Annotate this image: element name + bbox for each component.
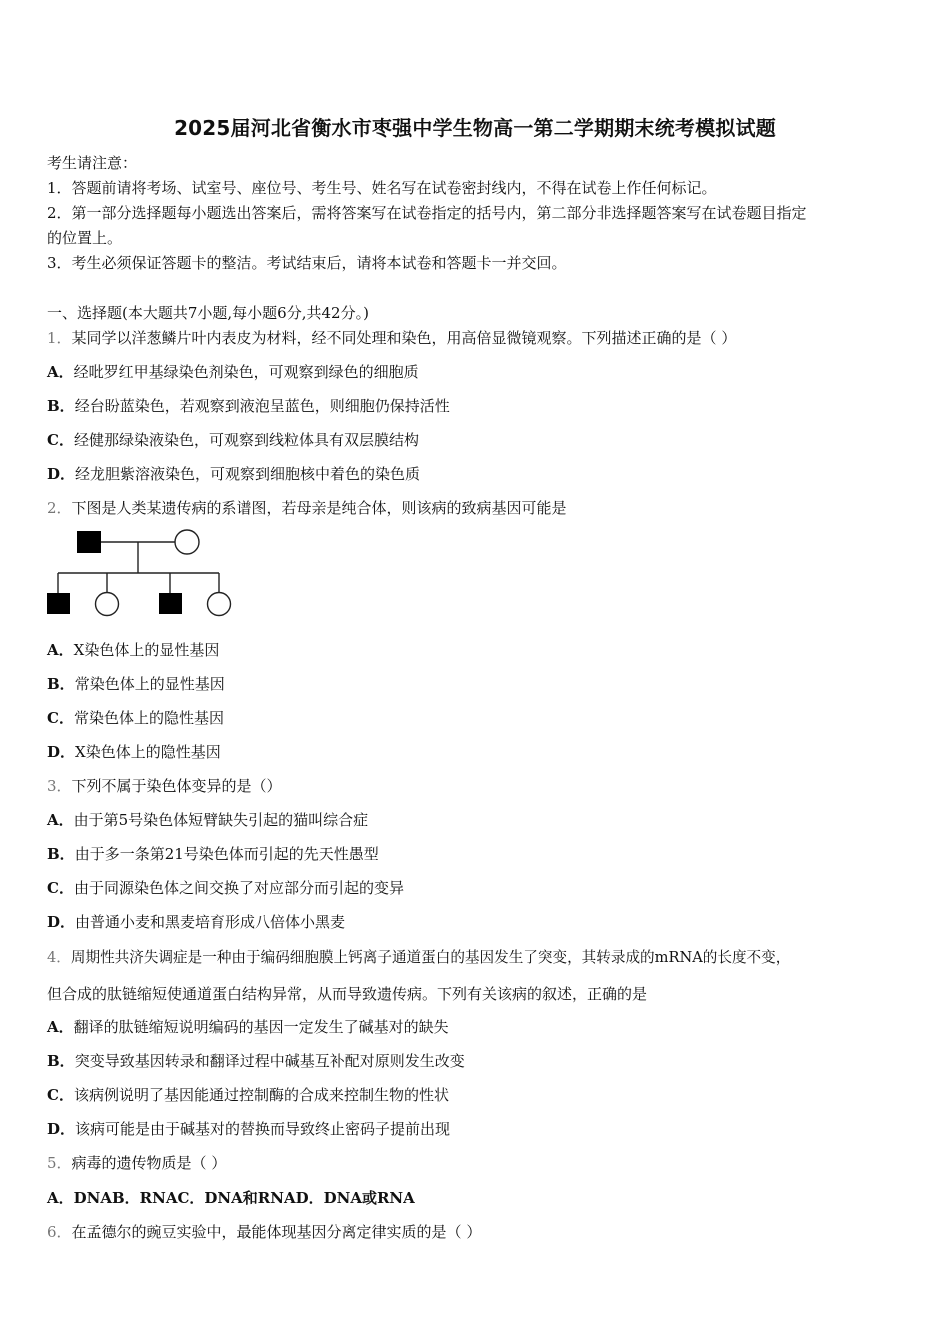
option-1c	[47, 429, 907, 450]
question-text: 某同学以洋葱鳞片叶内表皮为材料，经不同处理和染色，用高倍显微镜观察。下列描述正确的是（ ）	[71, 329, 737, 347]
affected-father	[77, 531, 101, 553]
option-text: 常染色体上的显性基因	[74, 675, 225, 693]
notice-item-1: 1．答题前请将考场、试室号、座位号、考生号、姓名写在试卷密封线内，不得在试卷上作任何标记。	[47, 179, 717, 197]
question-1	[47, 327, 907, 348]
question-4	[47, 946, 907, 967]
question-number: 2．	[47, 499, 72, 517]
option-text: 由于同源染色体之间交换了对应部分而引起的变异	[73, 879, 404, 897]
option-2c	[47, 707, 907, 728]
option-3d	[47, 911, 907, 932]
question-number: 1．	[47, 329, 72, 347]
question-4-cont: 但合成的肽链缩短使通道蛋白结构异常，从而导致遗传病。下列有关该病的叙述，正确的是	[47, 985, 648, 1003]
question-text: 周期性共济失调症是一种由于编码细胞膜上钙离子通道蛋白的基因发生了突变，其转录成的mRNA的长度不变，	[70, 949, 791, 966]
option-letter: A．	[47, 641, 74, 659]
option-letter: A．	[47, 1018, 74, 1036]
option-1a	[47, 361, 907, 382]
option-4d	[47, 1118, 907, 1139]
option-letter: A．	[47, 363, 74, 381]
option-text: 经健那绿染液染色，可观察到线粒体具有双层膜结构	[73, 431, 419, 449]
question-5	[47, 1152, 907, 1173]
option-letter: B．	[47, 675, 75, 693]
affected-son-2	[159, 593, 182, 614]
question-number: 5．	[47, 1154, 72, 1172]
option-4b	[47, 1050, 907, 1071]
option-4c	[47, 1084, 907, 1105]
option-text: 突变导致基因转录和翻译过程中碱基互补配对原则发生改变	[74, 1052, 465, 1070]
question-text: 在孟德尔的豌豆实验中，最能体现基因分离定律实质的是（ ）	[71, 1223, 482, 1241]
option-text: 由普通小麦和黑麦培育形成八倍体小黑麦	[75, 913, 346, 931]
option-text: X染色体上的显性基因	[73, 641, 220, 659]
option-letter: D．	[47, 465, 76, 483]
question-number: 6．	[47, 1223, 72, 1241]
unaffected-daughter-1	[96, 593, 119, 616]
unaffected-mother	[175, 530, 199, 554]
section-heading: 一、选择题(本大题共7小题,每小题6分,共42分。)	[47, 304, 369, 322]
question-text: 下图是人类某遗传病的系谱图，若母亲是纯合体，则该病的致病基因可能是	[71, 499, 567, 517]
option-letter: B．	[47, 845, 75, 863]
option-letter: C．	[47, 431, 74, 449]
option-text: 由于多一条第21号染色体而引起的先天性愚型	[74, 845, 379, 863]
option-letter: C．	[47, 879, 74, 897]
question-number: 4．	[47, 949, 71, 966]
option-letter: D．	[47, 913, 76, 931]
option-letter: C．	[47, 709, 74, 727]
unaffected-daughter-2	[208, 593, 231, 616]
question-2	[47, 497, 907, 518]
option-text: 该病例说明了基因能通过控制酶的合成来控制生物的性状	[73, 1086, 449, 1104]
option-text: 常染色体上的隐性基因	[73, 709, 224, 727]
question-number: 3．	[47, 777, 72, 795]
option-1d	[47, 463, 907, 484]
option-text: 翻译的肽链缩短说明编码的基因一定发生了碱基对的缺失	[73, 1018, 449, 1036]
option-3b	[47, 843, 907, 864]
option-text: 经龙胆紫溶液染色，可观察到细胞核中着色的染色质	[75, 465, 421, 483]
notice-item-2: 2．第一部分选择题每小题选出答案后，需将答案写在试卷指定的括号内，第二部分非选择题答案写在试卷题目指定	[47, 204, 807, 222]
question-text: 下列不属于染色体变异的是（）	[71, 777, 282, 795]
option-letter: D．	[47, 1120, 76, 1138]
notice-item-2-cont: 的位置上。	[47, 229, 123, 247]
option-4a	[47, 1016, 907, 1037]
page-title: 2025届河北省衡水市枣强中学生物高一第二学期期末统考模拟试题	[174, 116, 776, 140]
option-text: 由于第5号染色体短臂缺失引起的猫叫综合症	[73, 811, 369, 829]
option-letter: C．	[47, 1086, 74, 1104]
option-letter: A．	[47, 811, 74, 829]
affected-son-1	[47, 593, 70, 614]
option-text: 经吡罗红甲基绿染色剂染色，可观察到绿色的细胞质	[73, 363, 419, 381]
question-text: 病毒的遗传物质是（ ）	[71, 1154, 227, 1172]
option-text: 经台盼蓝染色，若观察到液泡呈蓝色，则细胞仍保持活性	[74, 397, 450, 415]
option-letter: B．	[47, 1052, 75, 1070]
option-letter: B．	[47, 397, 75, 415]
option-3c	[47, 877, 907, 898]
option-text: 该病可能是由于碱基对的替换而导致终止密码子提前出现	[75, 1120, 451, 1138]
pedigree-chart	[44, 527, 244, 622]
option-2a	[47, 639, 907, 660]
options-5: A．DNAB．RNAC．DNA和RNAD．DNA或RNA	[47, 1189, 415, 1207]
option-2b	[47, 673, 907, 694]
notice-heading: 考生请注意：	[47, 154, 138, 172]
option-1b	[47, 395, 907, 416]
option-3a	[47, 809, 907, 830]
question-6	[47, 1221, 907, 1242]
option-text: X染色体上的隐性基因	[75, 743, 221, 761]
question-3	[47, 775, 907, 796]
notice-item-3: 3．考生必须保证答题卡的整洁。考试结束后，请将本试卷和答题卡一并交回。	[47, 254, 567, 272]
option-2d	[47, 741, 907, 762]
option-letter: D．	[47, 743, 76, 761]
